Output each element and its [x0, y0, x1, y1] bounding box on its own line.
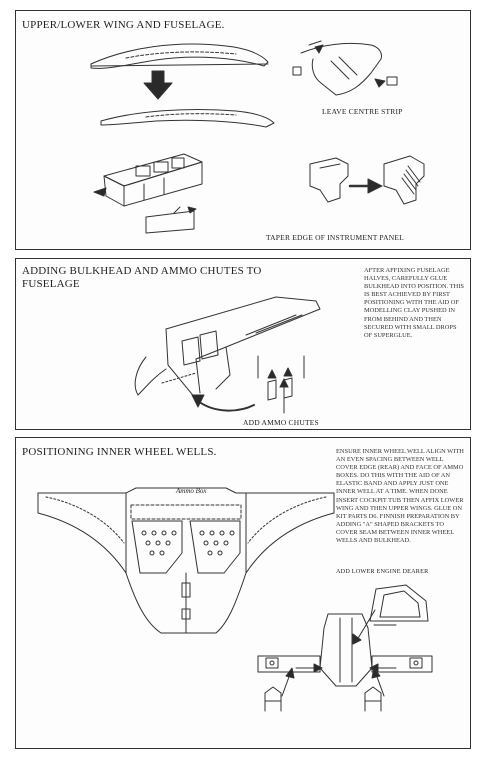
ammo-box-label: Ammo Box — [176, 487, 207, 495]
panel-inner-wheel-wells — [15, 437, 471, 749]
panel-bulkhead-ammo — [15, 258, 471, 430]
right-arrow — [348, 177, 384, 195]
caption-leave-centre-strip: LEAVE CENTRE STRIP — [322, 107, 403, 116]
panel-note: ENSURE INNER WHEEL WELL ALIGN WITH AN EVEN SPACING BETWEEN WELL COVER EDGE (REAR) AND FACE OF AMMO BOXES. DO THIS WITH THE AID OF AN ELASTIC BAND AND APPLY JUST ONE INNER WELL AT A TIME. WHEN DONE INSERT COCKPIT TUB THEN AFFIX LOWER WING AND THEN UPPER WINGS. GLUE ON KIT PARTS D6. FINNISH PREPARATION BY ADDING "A" SHAPED BRACKETS TO COVER SEAM BETWEEN INNER WHEEL WELLS AND BULKHEAD. — [336, 448, 464, 545]
caption-lower-engine: ADD LOWER ENGINE DEARER — [336, 568, 429, 575]
caption-add-ammo-chutes: ADD AMMO CHUTES — [243, 418, 319, 427]
cockpit-tub-drawing — [94, 144, 214, 209]
fuselage-part-drawing — [291, 33, 411, 103]
caption-taper-edge: TAPER EDGE OF INSTRUMENT PANEL — [266, 233, 404, 242]
instrument-panel-after — [380, 154, 435, 209]
bracket-arrow-left — [278, 668, 298, 698]
panel-title: POSITIONING INNER WHEEL WELLS. — [22, 446, 217, 458]
panel-title: UPPER/LOWER WING AND FUSELAGE. — [22, 19, 225, 31]
lower-wing-drawing — [96, 101, 281, 136]
pointer-arrow — [279, 377, 289, 415]
curved-arrow — [188, 387, 258, 417]
panel-note: AFTER AFFIXING FUSELAGE HALVES, CAREFULLY GLUE BULKHEAD INTO POSITION. THIS IS BEST ACHIEVED BY FIRST POSITIONING WITH THE AID OF MODELLING CLAY PUSHED IN FROM BEHIND AND THEN SECURED WITH SMALL DROPS OF SUPERGLUE. — [364, 267, 464, 339]
bracket-arrow-right — [368, 668, 388, 698]
panel-wing-fuselage — [15, 10, 471, 250]
down-arrow — [144, 69, 174, 101]
panel-title: ADDING BULKHEAD AND AMMO CHUTES TO FUSELAGE — [22, 265, 262, 290]
upper-wing-drawing — [86, 36, 276, 81]
instrument-panel-piece — [144, 207, 204, 237]
